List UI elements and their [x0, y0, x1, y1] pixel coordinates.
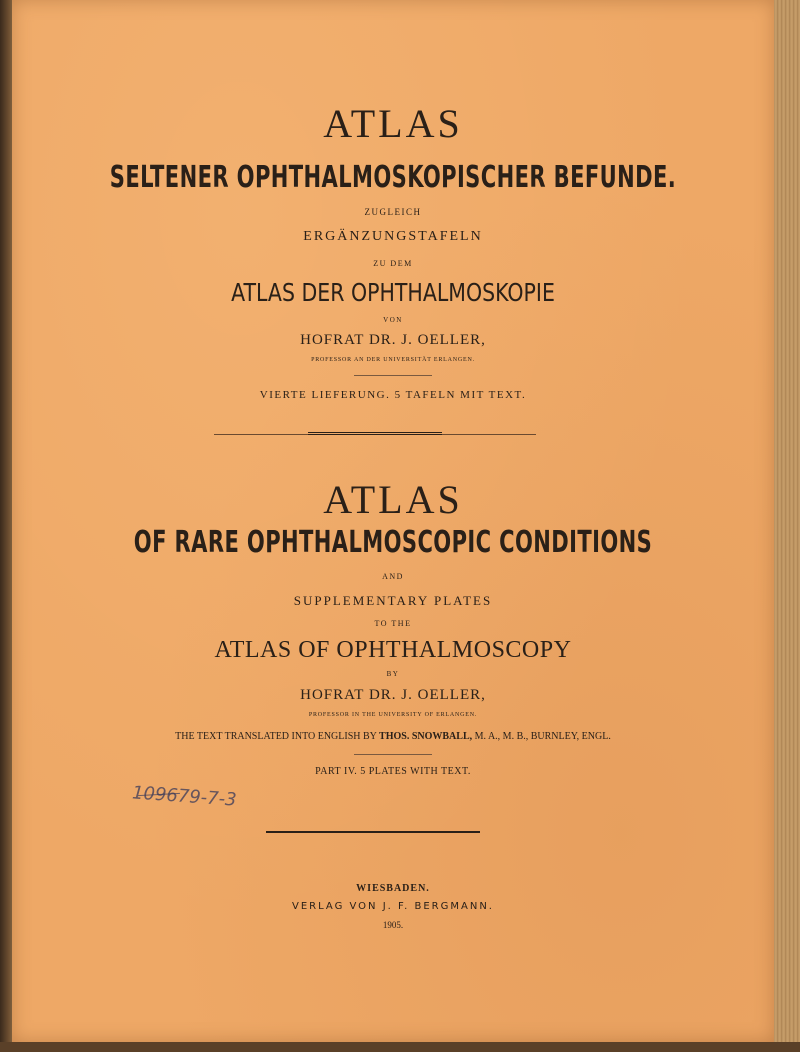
page-edges — [770, 0, 800, 1052]
bottom-rule — [266, 831, 480, 833]
title-page — [12, 0, 774, 1042]
imprint-publisher: VERLAG VON J. F. BERGMANN. — [292, 901, 494, 912]
english-part: PART IV. 5 PLATES WITH TEXT. — [315, 766, 471, 777]
translator-name: THOS. SNOWBALL, — [379, 731, 473, 742]
divider-double — [308, 432, 442, 435]
german-atlas-heading: ATLAS — [323, 101, 463, 146]
german-lieferung: VIERTE LIEFERUNG. 5 TAFELN MIT TEXT. — [259, 389, 527, 401]
german-title: SELTENER OPHTHALMOSKOPISCHER BEFUNDE. — [109, 160, 677, 195]
english-atlas-heading: ATLAS — [323, 477, 463, 522]
translator-prefix: THE TEXT TRANSLATED INTO ENGLISH BY — [175, 731, 380, 742]
imprint-city: WIESBADEN. — [356, 883, 430, 894]
page-bottom-edge — [0, 1042, 800, 1052]
english-by: BY — [386, 670, 400, 678]
german-atlas-title: ATLAS DER OPHTHALMOSKOPIE — [231, 278, 555, 307]
german-author: HOFRAT DR. J. OELLER, — [300, 332, 486, 348]
short-rule — [354, 375, 432, 376]
german-erganzung: ERGÄNZUNGSTAFELN — [303, 229, 483, 244]
english-and: AND — [382, 572, 404, 581]
english-translator-line — [12, 731, 774, 742]
english-atlas-title: ATLAS OF OPHTHALMOSCOPY — [214, 637, 572, 663]
german-zu-dem: ZU DEM — [373, 259, 413, 268]
short-rule-2 — [354, 754, 432, 755]
german-professor: PROFESSOR AN DER UNIVERSITÄT ERLANGEN. — [311, 357, 475, 363]
imprint-year: 1905. — [382, 920, 404, 930]
english-title: OF RARE OPHTHALMOSCOPIC CONDITIONS — [133, 525, 653, 560]
german-zugleich: ZUGLEICH — [364, 207, 422, 217]
english-professor: PROFESSOR IN THE UNIVERSITY OF ERLANGEN. — [308, 712, 478, 718]
english-author: HOFRAT DR. J. OELLER, — [300, 687, 486, 703]
english-to-the: TO THE — [374, 619, 412, 628]
english-supplementary: SUPPLEMENTARY PLATES — [293, 593, 493, 608]
translator-suffix: M. A., M. B., BURNLEY, ENGL. — [472, 731, 611, 742]
german-von: VON — [383, 316, 403, 324]
library-stamp: 109679-7-3 — [131, 782, 238, 811]
